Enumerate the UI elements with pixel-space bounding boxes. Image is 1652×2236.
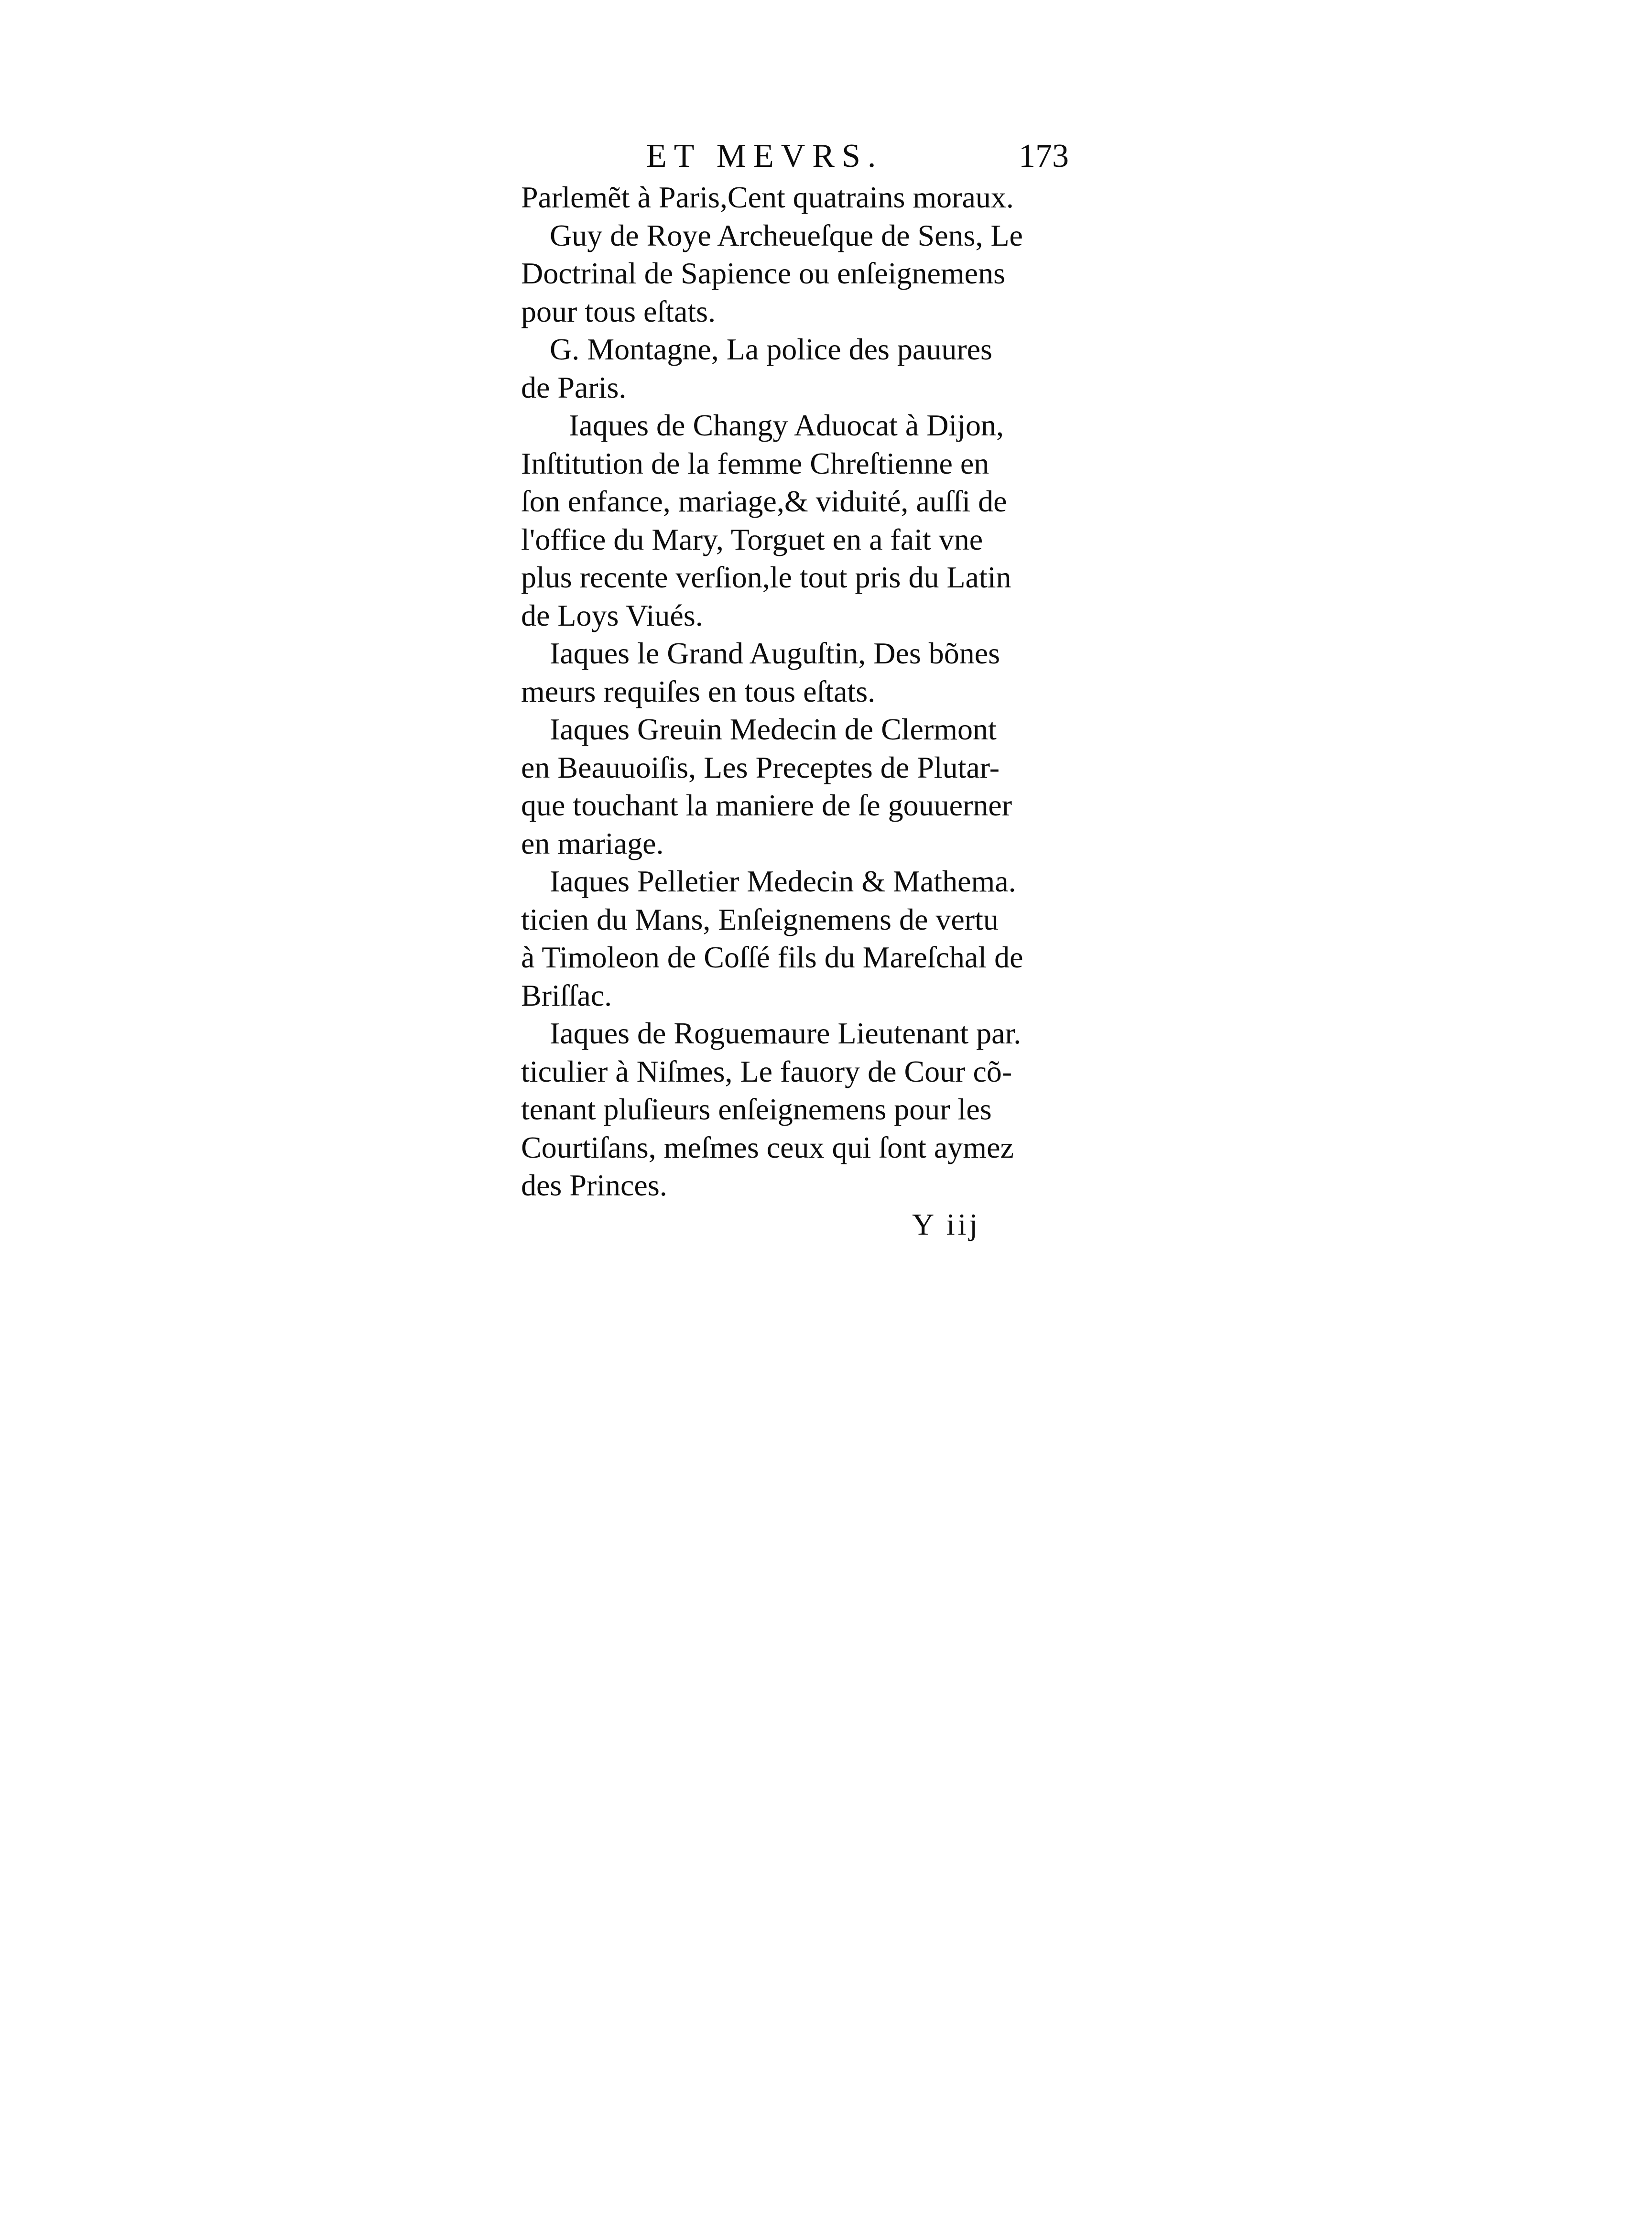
entry-7 xyxy=(521,862,1095,1014)
entry-line: en Beauuoiſis, Les Preceptes de Plutar- xyxy=(521,750,1000,784)
entry-line: que touchant la maniere de ſe gouuerner xyxy=(521,788,1012,822)
entry-line: à Timoleon de Coſſé fils du Mareſchal de xyxy=(521,940,1023,974)
entry-4 xyxy=(521,406,1095,634)
entry-line: Iaques de Changy Aduocat à Dijon, xyxy=(569,408,1004,442)
signature-mark xyxy=(521,1205,1095,1244)
entry-line: ticulier à Niſmes, Le fauory de Cour cõ- xyxy=(521,1054,1012,1088)
running-title: ET MEVRS. xyxy=(646,138,883,174)
entry-line: Briſſac. xyxy=(521,978,612,1012)
entry-line: meurs requiſes en tous eſtats. xyxy=(521,674,876,708)
entry-8 xyxy=(521,1014,1095,1205)
entry-3 xyxy=(521,330,1095,406)
entry-line: plus recente verſion,le tout pris du Latin xyxy=(521,560,1011,594)
entry-line: Iaques Pelletier Medecin & Mathema. xyxy=(550,864,1016,898)
entry-line: G. Montagne, La police des pauures xyxy=(550,332,992,366)
entry-line: Courtiſans, meſmes ceux qui ſont aymez xyxy=(521,1130,1014,1164)
entry-1 xyxy=(521,178,1095,217)
entry-line: en mariage. xyxy=(521,826,664,860)
entry-line: de Paris. xyxy=(521,370,627,404)
entry-line: Iaques le Grand Auguſtin, Des bõnes xyxy=(550,636,1000,670)
entry-line: Guy de Roye Archeueſque de Sens, Le xyxy=(550,218,1023,252)
entry-line: tenant pluſieurs enſeignemens pour les xyxy=(521,1092,992,1126)
running-head xyxy=(521,136,1095,176)
entry-6 xyxy=(521,710,1095,862)
signature-mark-text: Y iij xyxy=(912,1207,981,1241)
entry-5 xyxy=(521,634,1095,710)
text-block xyxy=(521,136,1095,1244)
entry-line: de Loys Viués. xyxy=(521,598,703,632)
page-number: 173 xyxy=(1019,138,1069,174)
entry-line: Parlemẽt à Paris,Cent quatrains moraux. xyxy=(521,180,1014,214)
entry-line: ſon enfance, mariage,& viduité, auſſi de xyxy=(521,484,1007,518)
entry-line: Doctrinal de Sapience ou enſeignemens xyxy=(521,256,1005,290)
entry-line: Iaques de Roguemaure Lieutenant par. xyxy=(550,1016,1022,1050)
entry-line: Inſtitution de la femme Chreſtienne en xyxy=(521,446,989,480)
entry-line: pour tous eſtats. xyxy=(521,294,716,328)
entry-2 xyxy=(521,217,1095,331)
entry-line: Iaques Greuin Medecin de Clermont xyxy=(550,712,997,746)
entry-line: ticien du Mans, Enſeignemens de vertu xyxy=(521,902,999,936)
entry-line: l'office du Mary, Torguet en a fait vne xyxy=(521,522,983,556)
entry-line: des Princes. xyxy=(521,1168,667,1202)
